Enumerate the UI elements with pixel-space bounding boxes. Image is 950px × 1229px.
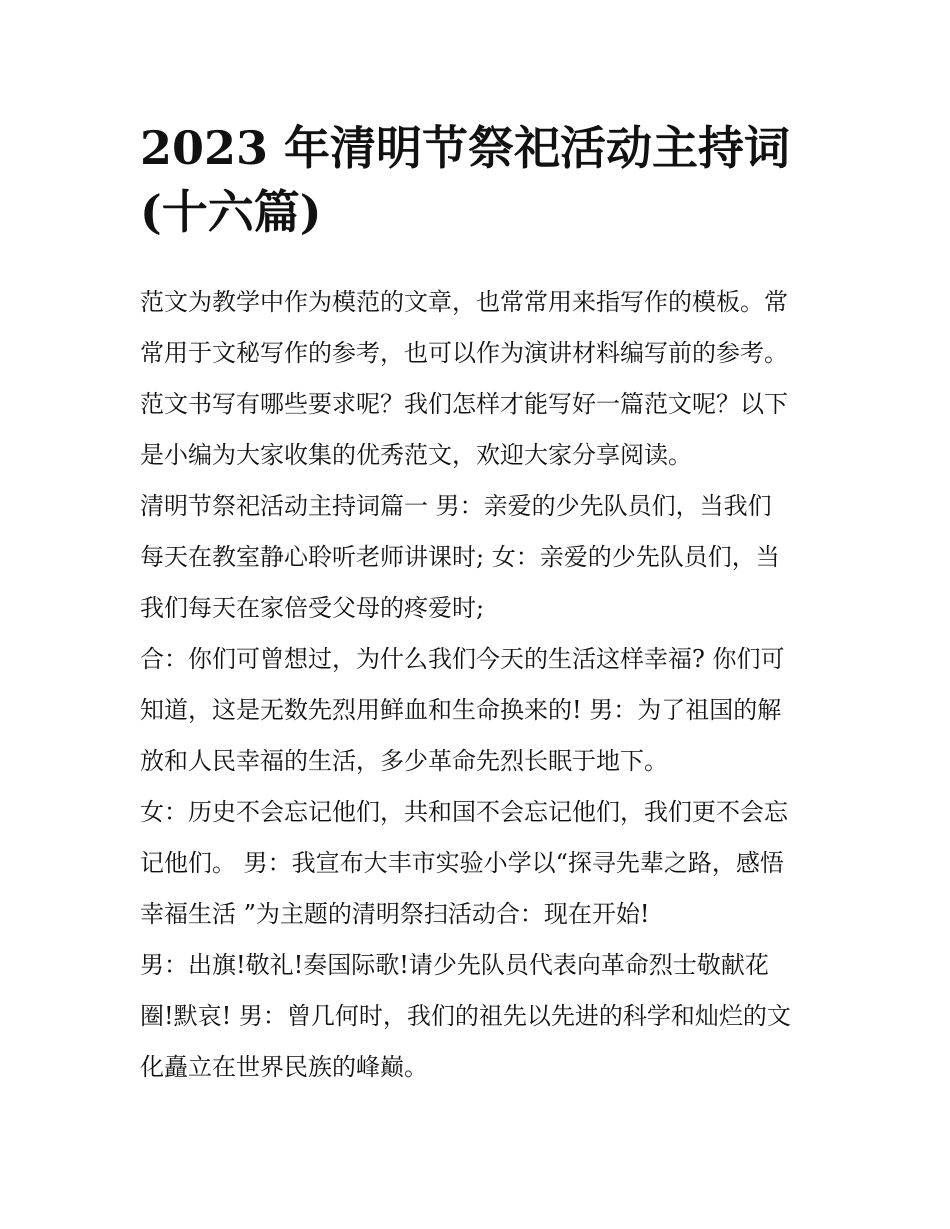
- body-line: 合：你们可曾想过，为什么我们今天的生活这样幸福? 你们可: [140, 645, 785, 673]
- body-line: 放和人民幸福的生活，多少革命先烈长眠于地下。: [140, 747, 668, 775]
- body-line: 化矗立在世界民族的峰巅。: [140, 1053, 428, 1081]
- title-line-2: (十六篇): [140, 185, 322, 239]
- title-line-1: 2023 年清明节祭祀活动主持词: [140, 121, 791, 175]
- body-line: 女：历史不会忘记他们，共和国不会忘记他们，我们更不会忘: [140, 798, 788, 826]
- body-line: 清明节祭祀活动主持词篇一 男：亲爱的少先队员们，当我们: [140, 492, 772, 520]
- body-line: 圈!默哀! 男：曾几何时，我们的祖先以先进的科学和灿烂的文: [140, 1002, 791, 1030]
- body-line: 我们每天在家倍受父母的疼爱时;: [140, 594, 485, 622]
- body-line: 是小编为大家收集的优秀范文，欢迎大家分享阅读。: [140, 441, 692, 469]
- document-body: [140, 280, 830, 1096]
- body-line: 记他们。 男：我宣布大丰市实验小学以“探寻先辈之路，感悟: [140, 849, 784, 877]
- body-line: 范文书写有哪些要求呢？我们怎样才能写好一篇范文呢？以下: [140, 390, 788, 418]
- body-line: 常用于文秘写作的参考，也可以作为演讲材料编写前的参考。: [140, 339, 788, 367]
- body-line: 男：出旗!敬礼!奏国际歌!请少先队员代表向革命烈士敬献花: [140, 951, 769, 979]
- body-line: 知道，这是无数先烈用鲜血和生命换来的! 男：为了祖国的解: [140, 696, 782, 724]
- body-line: 幸福生活 ”为主题的清明祭扫活动合：现在开始!: [140, 900, 650, 928]
- document-title: [140, 116, 820, 244]
- body-line: 每天在教室静心聆听老师讲课时; 女：亲爱的少先队员们，当: [140, 543, 780, 571]
- body-line: 范文为教学中作为模范的文章，也常常用来指写作的模板。常: [140, 288, 788, 316]
